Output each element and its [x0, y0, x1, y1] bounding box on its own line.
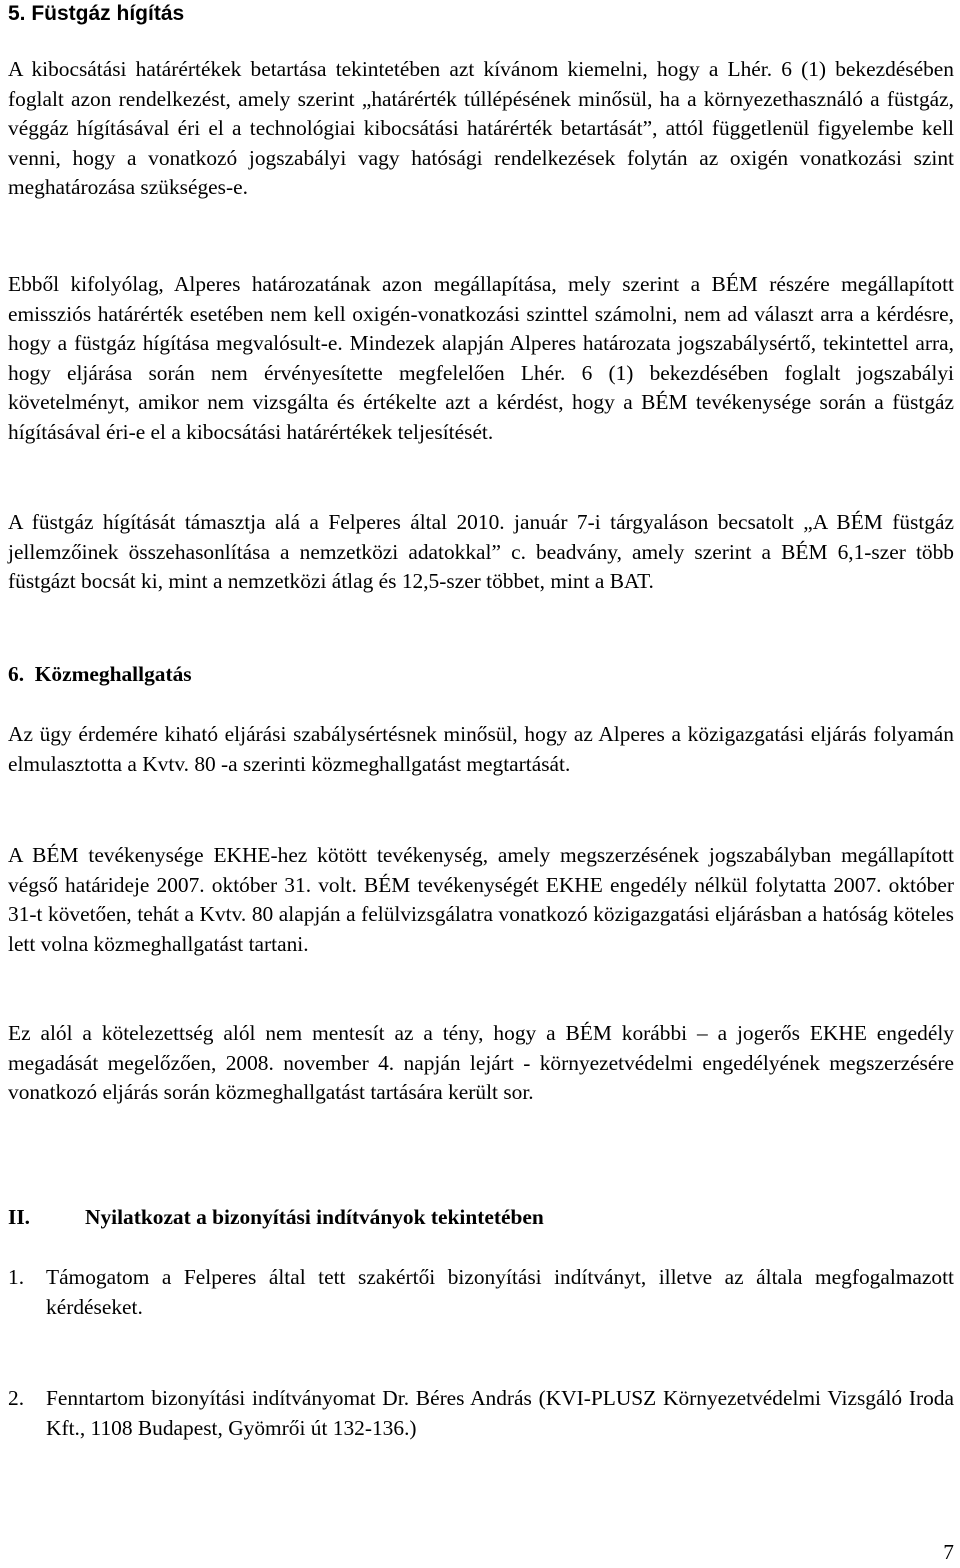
list-item-2-text: Fenntartom bizonyítási indítványomat Dr. Béres András (KVI-PLUSZ Környezetvédelmi Vizsgáló Iroda Kft., 1108 Budapest, Gyömrői út 132-136.)	[46, 1386, 954, 1440]
section-6-title: Közmeghallgatás	[34, 662, 192, 686]
list-item-1-text: Támogatom a Felperes által tett szakértői bizonyítási indítványt, illetve az általa megfogalmazott kérdéseket.	[46, 1265, 954, 1319]
list-item-2-number: 2.	[8, 1386, 25, 1410]
section-6-paragraph-2: A BÉM tevékenysége EKHE-hez kötött tevékenység, amely megszerzésének jogszabályban megállapított végső határideje 2007. október 31. volt. BÉM tevékenységét EKHE engedély nélkül folytatta 2007. október 31-t követően, tehát a Kvtv. 80 alapján a felülvizsgálatra vonatkozó közigazgatási eljárásban a hatóság köteles lett volna közmeghallgatást tartani.	[8, 843, 954, 956]
section-ii-title: Nyilatkozat a bizonyítási indítványok tekintetében	[85, 1205, 544, 1229]
section-6-paragraph-1: Az ügy érdemére kiható eljárási szabálysértésnek minősül, hogy az Alperes a közigazgatási eljárás folyamán elmulasztotta a Kvtv. 80 -a szerinti közmeghallgatást megtartását.	[8, 722, 954, 776]
page-number: 7	[943, 1540, 954, 1564]
section-5-heading: 5. Füstgáz hígítás	[8, 2, 185, 25]
section-5-paragraph-2: Ebből kifolyólag, Alperes határozatának azon megállapítása, mely szerint a BÉM részére megállapított emissziós határérték esetében nem kell oxigén-vonatkozási szinttel számolni, nem ad választ arra a kérdésre, hogy a füstgáz hígítása megvalósult-e. Mindezek alapján Alperes határozata jogszabálysértő, tekintettel arra, hogy eljárása során nem érvényesítette megfelelően Lhér. 6 (1) bekezdésében foglalt jogszabályi követelményt, amikor nem vizsgálta és értékelte azt a kérdést, hogy a BÉM tevékenysége során a füstgáz hígításával éri-e el a kibocsátási határértékek teljesítését.	[8, 272, 954, 444]
section-5-paragraph-1: A kibocsátási határértékek betartása tekintetében azt kívánom kiemelni, hogy a Lhér. 6 (1) bekezdésében foglalt azon rendelkezést, amely szerint „határérték túllépésének minősül, ha a környezethasználó a füstgáz, véggáz hígításával éri el a technológiai kibocsátási határérték betartását”, attól függetlenül figyelembe kell venni, hogy a vonatkozó jogszabályi vagy hatósági rendelkezések folytán az oxigén vonatkozási szint meghatározása szükséges-e.	[8, 57, 954, 199]
section-6-number: 6.	[8, 662, 25, 686]
section-5-paragraph-3: A füstgáz hígítását támasztja alá a Felperes által 2010. január 7-i tárgyaláson becsatolt „A BÉM füstgáz jellemzőinek összehasonlítása a nemzetközi adatokkal” c. beadvány, amely szerint a BÉM 6,1-szer több füstgázt bocsát ki, mint a nemzetközi átlag és 12,5-szer többet, mint a BAT.	[8, 510, 954, 593]
section-ii-numeral: II.	[8, 1205, 30, 1229]
list-item-1-number: 1.	[8, 1265, 25, 1289]
section-6-heading	[8, 660, 192, 690]
section-6-paragraph-3: Ez alól a kötelezettség alól nem mentesít az a tény, hogy a BÉM korábbi – a jogerős EKHE engedély megadását megelőzően, 2008. november 4. napján lejárt - környezetvédelmi engedélyének megszerzésére vonatkozó eljárás során közmeghallgatást tartására került sor.	[8, 1021, 954, 1104]
